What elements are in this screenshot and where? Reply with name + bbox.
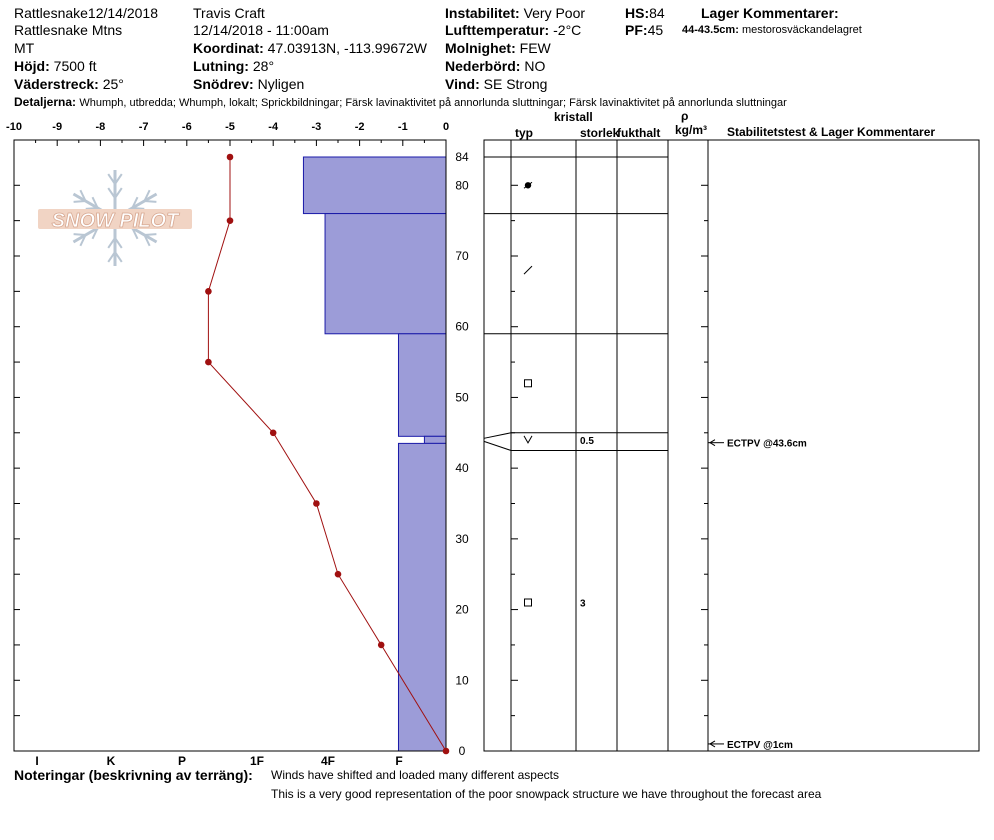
notes-line-1: Winds have shifted and loaded many different aspects xyxy=(271,768,559,782)
drift-value: Nyligen xyxy=(257,76,305,92)
snowflake-branch xyxy=(74,201,86,202)
notes-line-2: This is a very good representation of the poor snowpack structure we have throughout the forecast area xyxy=(271,787,822,801)
details-label: Detaljerna: xyxy=(14,95,77,109)
height-tick-label: 0 xyxy=(458,744,466,758)
rho-header: ρ xyxy=(681,109,689,123)
temp-tick-label: -10 xyxy=(6,121,22,133)
precip-value: NO xyxy=(524,58,546,74)
instability-value: Very Poor xyxy=(523,5,586,21)
datetime: 12/14/2018 - 11:00am xyxy=(193,22,329,38)
slope-value: 28° xyxy=(252,58,275,74)
temperature-point xyxy=(335,571,342,578)
aspect-label: Väderstreck: xyxy=(14,76,99,92)
height-tick-label: 10 xyxy=(455,673,469,688)
snowflake-branch xyxy=(132,208,144,209)
site-date: Rattlesnake12/14/2018 xyxy=(14,5,158,21)
aspect-value: 25° xyxy=(102,76,124,92)
stability-test-label-0: ECTPV @43.6cm xyxy=(727,438,807,450)
temperature-point xyxy=(227,154,234,161)
hardness-label: I xyxy=(35,754,39,768)
crystal-header: kristall xyxy=(554,110,593,124)
snowflake-branch xyxy=(86,208,98,209)
density-header: kg/m³ xyxy=(675,123,708,137)
pf-label: PF: xyxy=(625,22,648,38)
hardness-label: 1F xyxy=(249,754,265,768)
hardness-bar-2 xyxy=(398,334,446,437)
temp-tick-label: -6 xyxy=(181,121,192,133)
drift-label: Snödrev: xyxy=(193,76,254,92)
precip-label: Nederbörd: xyxy=(445,58,521,74)
instability-label: Instabilitet: xyxy=(445,5,520,21)
temp-tick-label: -7 xyxy=(138,121,149,133)
coord-value: 47.03913N, -113.99672W xyxy=(267,40,427,56)
hardness-label: K xyxy=(106,754,116,768)
grain-table xyxy=(524,182,807,751)
decomposing-fragment-icon xyxy=(524,266,532,274)
height-tick-label: 84 xyxy=(455,150,469,164)
thin-layer-connector-top xyxy=(484,433,511,439)
type-header: typ xyxy=(515,126,533,140)
hardness-label: P xyxy=(177,754,187,768)
height-tick-label: 70 xyxy=(455,249,469,263)
airtemp-label: Lufttemperatur: xyxy=(445,22,550,38)
slope-label: Lutning: xyxy=(193,58,249,74)
snowflake-branch xyxy=(74,234,86,235)
faceted-crystal-icon xyxy=(525,599,532,606)
temperature-point xyxy=(270,429,277,436)
temp-tick-label: -3 xyxy=(311,121,322,133)
hardness-bar-0 xyxy=(303,157,446,214)
height-tick-label: 50 xyxy=(455,390,469,405)
temperature-point xyxy=(313,500,320,507)
coord-label: Koordinat: xyxy=(193,40,264,56)
wind-value: SE Strong xyxy=(483,76,548,92)
hardness-label: 4F xyxy=(320,754,336,768)
height-tick-label: 60 xyxy=(455,319,469,334)
moisture-header: fukthalt xyxy=(617,126,661,140)
temp-tick-label: -9 xyxy=(52,121,63,133)
hardness-bar-1 xyxy=(325,214,446,334)
height-tick-label: 20 xyxy=(455,602,469,617)
surface-hoar-icon xyxy=(524,436,532,443)
height-tick-label: 40 xyxy=(455,461,469,476)
snowpilot-logo xyxy=(38,170,192,266)
layer-comment-text: mestorosväckandelagret xyxy=(741,24,862,36)
pf-value: 45 xyxy=(647,22,664,38)
logo-text: SNOW PILOT xyxy=(51,210,179,232)
hs-label: HS: xyxy=(625,5,650,21)
snowflake-branch xyxy=(144,201,156,202)
observer: Travis Craft xyxy=(193,5,265,21)
grain-size-label-3: 0.5 xyxy=(580,435,594,447)
temp-tick-label: 0 xyxy=(442,121,450,133)
hardness-bar-4 xyxy=(398,443,446,751)
temperature-point xyxy=(443,748,450,755)
elevation-label: Höjd: xyxy=(14,58,50,74)
temp-tick-label: -4 xyxy=(268,121,279,133)
details-text: Whumph, utbredda; Whumph, lokalt; Sprickbildningar; Färsk lavinaktivitet på annorlunda sluttningar; Färsk lavinaktivitet på annorlunda sluttningar xyxy=(79,97,787,109)
size-header: storlek xyxy=(580,126,620,140)
temperature-point xyxy=(227,217,234,224)
temperature-point xyxy=(378,642,385,649)
layer-comments-label: Lager Kommentarer: xyxy=(701,5,839,21)
hardness-bar-3 xyxy=(424,436,446,443)
notes-label: Noteringar (beskrivning av terräng): xyxy=(14,767,253,783)
temp-tick-label: -8 xyxy=(95,121,106,133)
temp-tick-label: -1 xyxy=(397,121,408,133)
cloud-label: Molnighet: xyxy=(445,40,516,56)
state: MT xyxy=(14,40,35,56)
hardness-label: F xyxy=(395,754,403,768)
temp-tick-label: -5 xyxy=(225,121,235,133)
location: Rattlesnake Mtns xyxy=(14,22,123,38)
layer-comment-range: 44-43.5cm: xyxy=(682,24,739,36)
hs-value: 84 xyxy=(649,5,665,21)
temp-tick-label: -2 xyxy=(354,121,365,133)
wind-label: Vind: xyxy=(445,76,480,92)
faceted-crystal-icon xyxy=(525,380,532,387)
thin-layer-connector-bottom xyxy=(484,441,511,450)
elevation-value: 7500 ft xyxy=(53,58,97,74)
temperature-point xyxy=(205,288,212,295)
stability-header: Stabilitetstest & Lager Kommentarer xyxy=(727,125,936,139)
temperature-point xyxy=(205,359,212,366)
grain-size-label-4: 3 xyxy=(580,598,586,610)
hardness-bars xyxy=(303,157,446,751)
stability-test-label-1: ECTPV @1cm xyxy=(727,739,793,751)
height-tick-label: 30 xyxy=(455,531,469,546)
height-tick-label: 80 xyxy=(455,178,469,193)
cloud-value: FEW xyxy=(519,40,551,56)
snowflake-branch xyxy=(144,234,156,235)
airtemp-value: -2°C xyxy=(553,22,582,38)
